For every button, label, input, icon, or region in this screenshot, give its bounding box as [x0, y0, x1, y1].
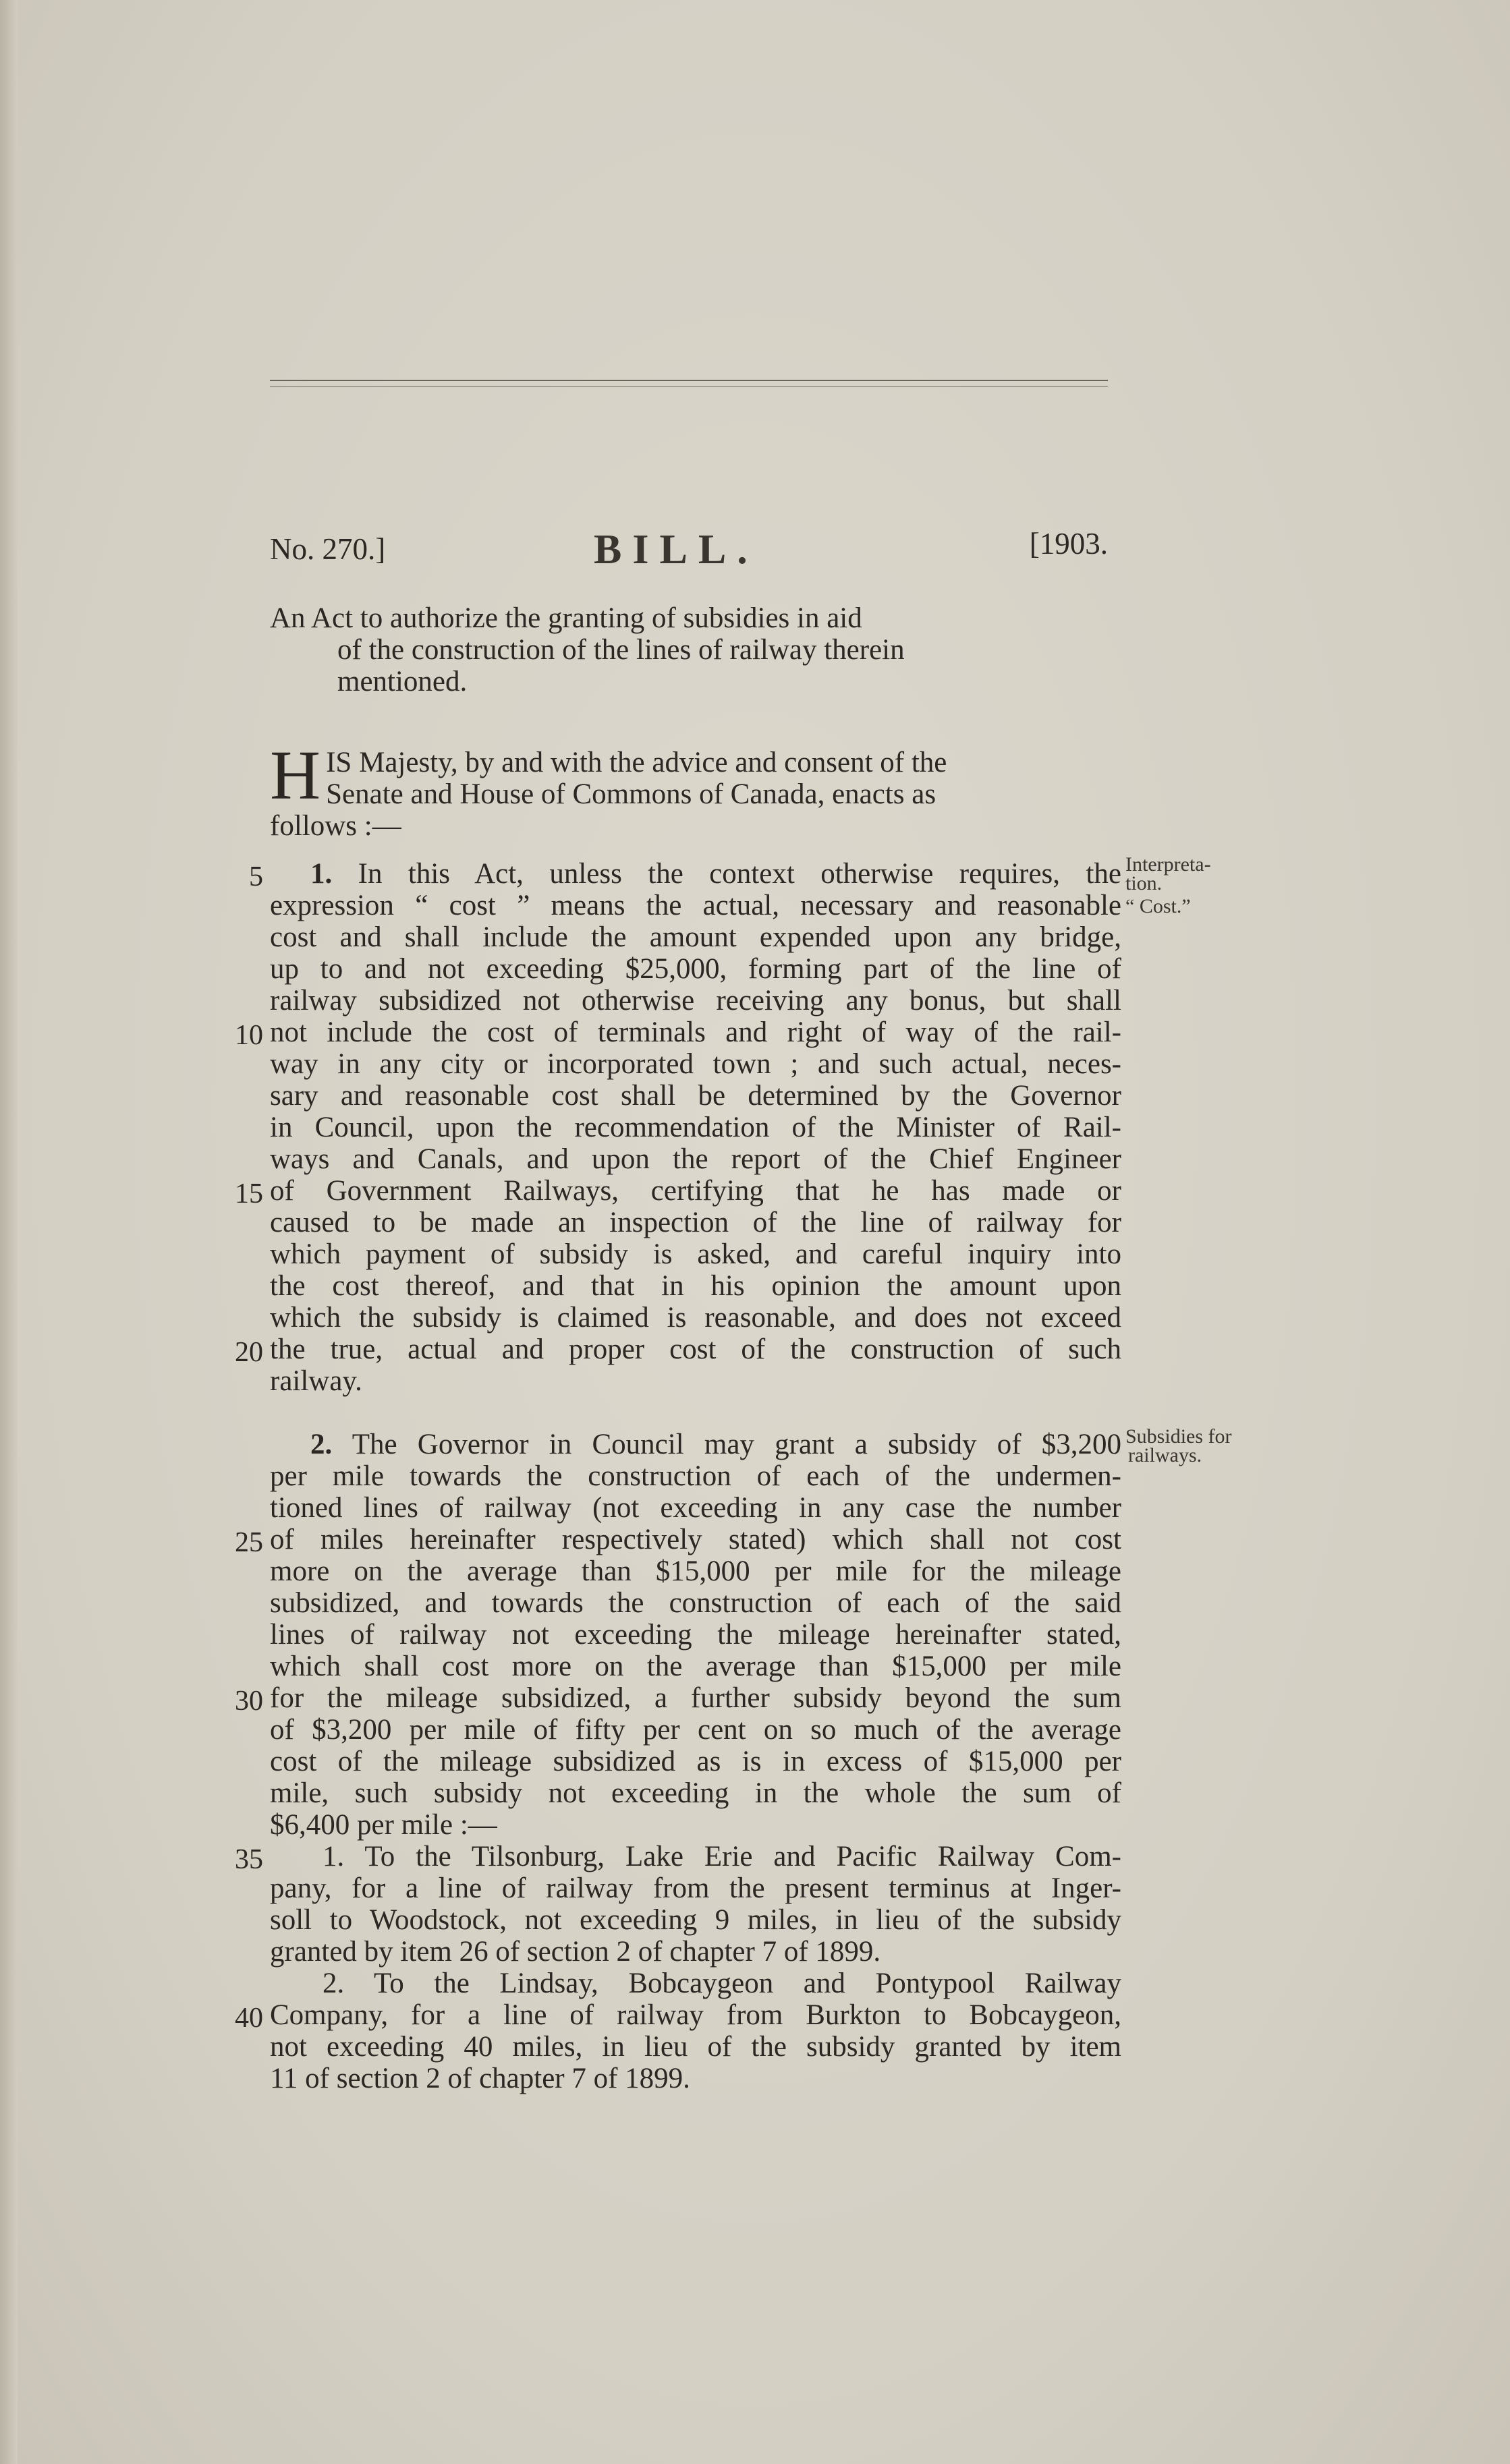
section-line: up to and not exceeding $25,000, forming part of the line of	[270, 953, 1121, 985]
section-line: for the mileage subsidized, a further subsidy beyond the sum	[270, 1682, 1121, 1714]
act-title-line: of the construction of the lines of railway therein	[337, 634, 905, 666]
section-line: way in any city or incorporated town ; and such actual, neces-	[270, 1048, 1121, 1080]
section-line: cost and shall include the amount expended upon any bridge,	[270, 921, 1121, 953]
drop-cap: H	[270, 737, 321, 814]
section-item-line: soll to Woodstock, not exceeding 9 miles, in lieu of the subsidy	[270, 1904, 1121, 1936]
section-line: $6,400 per mile :—	[270, 1809, 497, 1841]
section-line: in Council, upon the recommendation of the Minister of Rail-	[270, 1112, 1121, 1143]
margin-note-line: railways.	[1128, 1444, 1202, 1466]
section-line: which shall cost more on the average than $15,000 per mile	[270, 1651, 1121, 1682]
section-line: sary and reasonable cost shall be determined by the Governor	[270, 1080, 1121, 1112]
act-title-line: An Act to authorize the granting of subsidies in aid	[270, 602, 862, 634]
bill-year: [1903.	[1029, 527, 1108, 561]
section-line: not include the cost of terminals and right of way of the rail-	[270, 1016, 1121, 1048]
line-number: 20	[235, 1337, 263, 1368]
section-line: subsidized, and towards the construction of each of the said	[270, 1587, 1121, 1619]
line-number: 25	[235, 1527, 263, 1558]
section-line: of miles hereinafter respectively stated) which shall not cost	[270, 1524, 1121, 1555]
section-line	[270, 1429, 1121, 1460]
section-text: In this Act, unless the context otherwise requires, the	[358, 858, 1121, 890]
section-item-line: pany, for a line of railway from the present terminus at Inger-	[270, 1872, 1121, 1904]
section-number: 2.	[310, 1429, 333, 1460]
section-line	[270, 858, 1121, 890]
margin-note-subsidies	[1125, 1427, 1232, 1465]
section-text: The Governor in Council may grant a subsidy of $3,200	[352, 1429, 1121, 1460]
section-line: more on the average than $15,000 per mile for the mileage	[270, 1555, 1121, 1587]
section-line: railway.	[270, 1365, 362, 1397]
section-line: the true, actual and proper cost of the construction of such	[270, 1334, 1121, 1365]
section-line: per mile towards the construction of each of the undermen-	[270, 1460, 1121, 1492]
section-line: of $3,200 per mile of fifty per cent on so much of the average	[270, 1714, 1121, 1746]
line-number: 30	[235, 1686, 263, 1717]
section-1	[270, 858, 1121, 1397]
margin-note-interpretation	[1125, 855, 1211, 916]
section-line: mile, such subsidy not exceeding in the whole the sum of	[270, 1777, 1121, 1809]
line-number: 35	[235, 1844, 263, 1875]
section-line: the cost thereof, and that in his opinion the amount upon	[270, 1270, 1121, 1302]
line-number: 15	[235, 1178, 263, 1209]
preamble	[270, 737, 1121, 842]
section-line: railway subsidized not otherwise receiving any bonus, but shall	[270, 985, 1121, 1016]
section-line: ways and Canals, and upon the report of the Chief Engineer	[270, 1143, 1121, 1175]
act-title-line: mentioned.	[337, 666, 468, 697]
preamble-line: Senate and House of Commons of Canada, enacts as	[326, 778, 936, 810]
section-line: tioned lines of railway (not exceeding in any case the number	[270, 1492, 1121, 1524]
section-item-line: granted by item 26 of section 2 of chapter 7 of 1899.	[270, 1936, 881, 1968]
section-line: caused to be made an inspection of the line of railway for	[270, 1207, 1121, 1238]
top-rule	[270, 380, 1108, 381]
margin-note-line: Interpreta-	[1125, 853, 1211, 876]
section-line: expression “ cost ” means the actual, necessary and reasonable	[270, 890, 1121, 921]
section-2	[270, 1429, 1121, 2094]
section-line: lines of railway not exceeding the mileage hereinafter stated,	[270, 1619, 1121, 1651]
section-item-line: not exceeding 40 miles, in lieu of the subsidy granted by item	[270, 2031, 1121, 2063]
margin-note-line: tion.	[1125, 872, 1163, 894]
bill-number: No. 270.]	[270, 532, 386, 566]
section-item-line: 2. To the Lindsay, Bobcaygeon and Pontypool Railway	[323, 1968, 1121, 1999]
bill-title: BILL.	[594, 527, 758, 573]
margin-note-line: Subsidies for	[1125, 1425, 1232, 1448]
section-line: cost of the mileage subsidized as is in excess of $15,000 per	[270, 1746, 1121, 1777]
section-number: 1.	[310, 858, 333, 890]
section-line: which the subsidy is claimed is reasonable, and does not exceed	[270, 1302, 1121, 1334]
section-item-line: 1. To the Tilsonburg, Lake Erie and Pacific Railway Com-	[323, 1841, 1121, 1872]
preamble-line: follows :—	[270, 810, 401, 842]
line-number: 40	[235, 2003, 263, 2034]
page-edge	[0, 0, 18, 2464]
line-number: 5	[249, 861, 263, 892]
section-line: of Government Railways, certifying that he has made or	[270, 1175, 1121, 1207]
preamble-line: IS Majesty, by and with the advice and consent of the	[326, 747, 947, 778]
section-item-line: 11 of section 2 of chapter 7 of 1899.	[270, 2063, 690, 2094]
bill-header	[270, 526, 1108, 580]
line-number: 10	[235, 1020, 263, 1051]
section-item-line: Company, for a line of railway from Burkton to Bobcaygeon,	[270, 1999, 1121, 2031]
section-line: which payment of subsidy is asked, and careful inquiry into	[270, 1238, 1121, 1270]
act-title	[270, 602, 1121, 697]
margin-note-line: “ Cost.”	[1125, 895, 1191, 917]
